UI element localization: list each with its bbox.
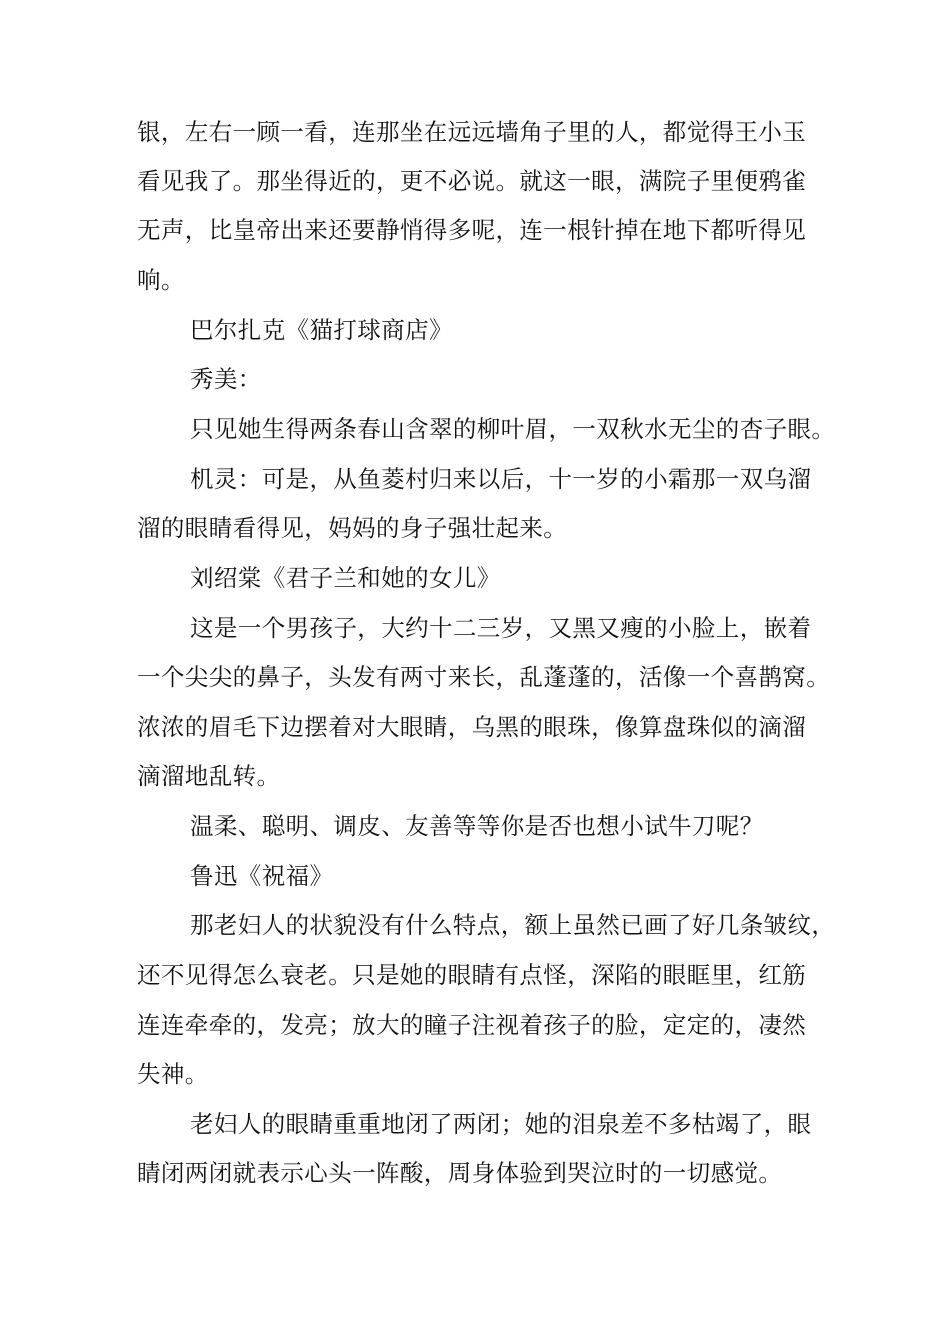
section-label: 秀美： [190,365,262,393]
text-line: 失神。 [137,1060,209,1088]
text-line: 温柔、聪明、调皮、友善等等你是否也想小试牛刀呢？ [190,812,764,840]
text-line: 一个尖尖的鼻子，头发有两寸来长，乱蓬蓬的，活像一个喜鹊窝。 [137,663,831,691]
text-line: 溜的眼睛看得见，妈妈的身子强壮起来。 [137,514,568,542]
text-line: 浓浓的眉毛下边摆着对大眼睛，乌黑的眼珠，像算盘珠似的滴溜 [137,713,807,741]
text-line: 机灵：可是，从鱼菱村归来以后，十一岁的小霜那一双乌溜 [190,465,812,493]
text-line: 那老妇人的状貌没有什么特点，额上虽然已画了好几条皱纹， [190,911,836,939]
text-line: 无声，比皇帝出来还要静悄得多呢，连一根针掉在地下都听得见 [137,216,807,244]
source-heading: 刘绍棠《君子兰和她的女儿》 [190,564,501,592]
text-line: 还不见得怎么衰老。只是她的眼睛有点怪，深陷的眼眶里，红筋 [137,961,807,989]
text-line: 老妇人的眼睛重重地闭了两闭；她的泪泉差不多枯竭了，眼 [190,1110,812,1138]
text-line: 滴溜地乱转。 [137,762,281,790]
text-line: 睛闭两闭就表示心头一阵酸，周身体验到哭泣时的一切感觉。 [137,1159,783,1187]
source-heading: 巴尔扎克《猫打球商店》 [190,316,453,344]
text-line: 响。 [137,266,185,294]
text-line: 看见我了。那坐得近的，更不必说。就这一眼，满院子里便鸦雀 [137,167,807,195]
text-line: 银，左右一顾一看，连那坐在远远墙角子里的人，都觉得王小玉 [137,118,807,146]
text-line: 连连牵牵的，发亮；放大的瞳子注视着孩子的脸，定定的，凄然 [137,1011,807,1039]
source-heading: 鲁迅《祝福》 [190,862,334,890]
text-line: 只见她生得两条春山含翠的柳叶眉，一双秋水无尘的杏子眼。 [190,415,836,443]
text-line: 这是一个男孩子，大约十二三岁，又黑又瘦的小脸上，嵌着 [190,614,812,642]
